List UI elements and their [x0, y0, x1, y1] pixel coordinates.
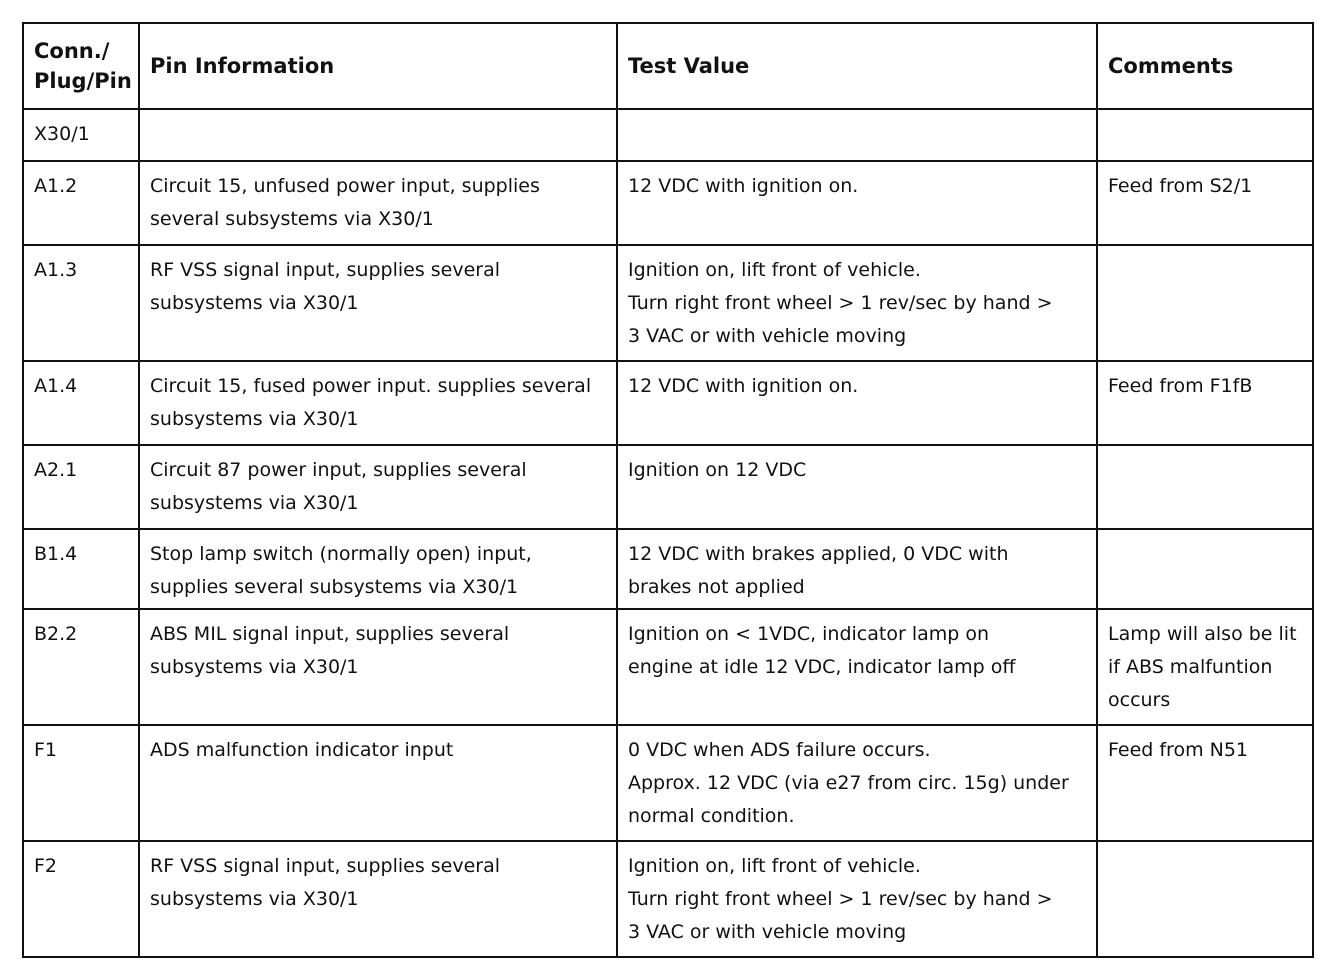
pin-info-cell: [139, 245, 617, 361]
test-value-line: Ignition on 12 VDC: [628, 459, 807, 481]
comments-cell: [1097, 109, 1313, 161]
comments-cell: [1097, 609, 1313, 725]
pin-info-line: Stop lamp switch (normally open) input,: [150, 543, 532, 565]
comments-cell: [1097, 445, 1313, 529]
test-value-line: 12 VDC with ignition on.: [628, 175, 859, 197]
table-row: [23, 361, 1313, 445]
pin-info-cell: [139, 361, 617, 445]
pin-cell: F2: [23, 841, 139, 957]
test-value-cell: [617, 361, 1097, 445]
test-value-line: 3 VAC or with vehicle moving: [628, 325, 907, 347]
test-value-line: Ignition on < 1VDC, indicator lamp on: [628, 623, 990, 645]
pin-info-line: Circuit 87 power input, supplies several: [150, 459, 527, 481]
table-row: [23, 245, 1313, 361]
test-value-line: Turn right front wheel > 1 rev/sec by hand >: [628, 888, 1053, 910]
header-row: [23, 23, 1313, 109]
pin-info-cell: [139, 609, 617, 725]
pin-cell: A1.4: [23, 361, 139, 445]
test-value-line: Approx. 12 VDC (via e27 from circ. 15g) under: [628, 772, 1069, 794]
pin-cell: A2.1: [23, 445, 139, 529]
pin-cell: A1.2: [23, 161, 139, 245]
pin-info-line: RF VSS signal input, supplies several: [150, 855, 501, 877]
comments-cell: [1097, 529, 1313, 609]
test-value-cell: [617, 109, 1097, 161]
pin-info-line: ADS malfunction indicator input: [150, 739, 454, 761]
comments-line: Lamp will also be lit: [1108, 623, 1297, 645]
test-value-cell: [617, 841, 1097, 957]
pin-info-cell: [139, 725, 617, 841]
test-value-cell: [617, 725, 1097, 841]
test-value-line: 12 VDC with brakes applied, 0 VDC with: [628, 543, 1009, 565]
comments-cell: [1097, 725, 1313, 841]
pin-info-line: Circuit 15, fused power input. supplies several: [150, 375, 592, 397]
header-conn-line2: Plug/Pin: [34, 69, 132, 93]
pin-info-cell: [139, 841, 617, 957]
pin-info-line: ABS MIL signal input, supplies several: [150, 623, 510, 645]
header-conn-plug-pin: [23, 23, 139, 109]
comments-cell: [1097, 841, 1313, 957]
test-value-cell: [617, 161, 1097, 245]
table-row: [23, 841, 1313, 957]
table-row: [23, 725, 1313, 841]
comments-line: Feed from F1fB: [1108, 375, 1253, 397]
pin-info-line: RF VSS signal input, supplies several: [150, 259, 501, 281]
pin-info-line: subsystems via X30/1: [150, 656, 359, 678]
table-row: [23, 109, 1313, 161]
pin-info-line: subsystems via X30/1: [150, 888, 359, 910]
header-conn-line1: Conn./: [34, 39, 110, 63]
pin-cell: A1.3: [23, 245, 139, 361]
test-value-line: 3 VAC or with vehicle moving: [628, 921, 907, 943]
header-pin-information: Pin Information: [139, 23, 617, 109]
pin-info-line: several subsystems via X30/1: [150, 208, 434, 230]
pin-info-line: subsystems via X30/1: [150, 408, 359, 430]
pin-cell: F1: [23, 725, 139, 841]
pin-cell: B2.2: [23, 609, 139, 725]
table-row: [23, 609, 1313, 725]
test-value-line: Ignition on, lift front of vehicle.: [628, 855, 921, 877]
table-row: [23, 161, 1313, 245]
table-row: [23, 529, 1313, 609]
comments-line: occurs: [1108, 689, 1171, 711]
test-value-line: Turn right front wheel > 1 rev/sec by hand >: [628, 292, 1053, 314]
comments-cell: [1097, 161, 1313, 245]
test-value-line: Ignition on, lift front of vehicle.: [628, 259, 921, 281]
test-value-cell: [617, 245, 1097, 361]
comments-cell: [1097, 245, 1313, 361]
test-value-line: brakes not applied: [628, 576, 805, 598]
comments-cell: [1097, 361, 1313, 445]
header-comments: Comments: [1097, 23, 1313, 109]
pin-info-cell: [139, 109, 617, 161]
pin-cell: X30/1: [23, 109, 139, 161]
test-value-line: normal condition.: [628, 805, 795, 827]
pin-info-cell: [139, 445, 617, 529]
test-value-cell: [617, 609, 1097, 725]
pin-info-line: supplies several subsystems via X30/1: [150, 576, 519, 598]
pin-info-line: Circuit 15, unfused power input, supplies: [150, 175, 540, 197]
header-test-value: Test Value: [617, 23, 1097, 109]
test-value-line: 12 VDC with ignition on.: [628, 375, 859, 397]
comments-line: Feed from S2/1: [1108, 175, 1253, 197]
test-value-line: engine at idle 12 VDC, indicator lamp off: [628, 656, 1016, 678]
pin-info-line: subsystems via X30/1: [150, 292, 359, 314]
test-value-cell: [617, 529, 1097, 609]
test-value-line: 0 VDC when ADS failure occurs.: [628, 739, 931, 761]
pin-info-cell: [139, 529, 617, 609]
pin-cell: B1.4: [23, 529, 139, 609]
comments-line: if ABS malfuntion: [1108, 656, 1273, 678]
pin-info-cell: [139, 161, 617, 245]
pin-info-line: subsystems via X30/1: [150, 492, 359, 514]
comments-line: Feed from N51: [1108, 739, 1249, 761]
table-row: [23, 445, 1313, 529]
test-value-cell: [617, 445, 1097, 529]
pin-test-table: [22, 22, 1314, 958]
